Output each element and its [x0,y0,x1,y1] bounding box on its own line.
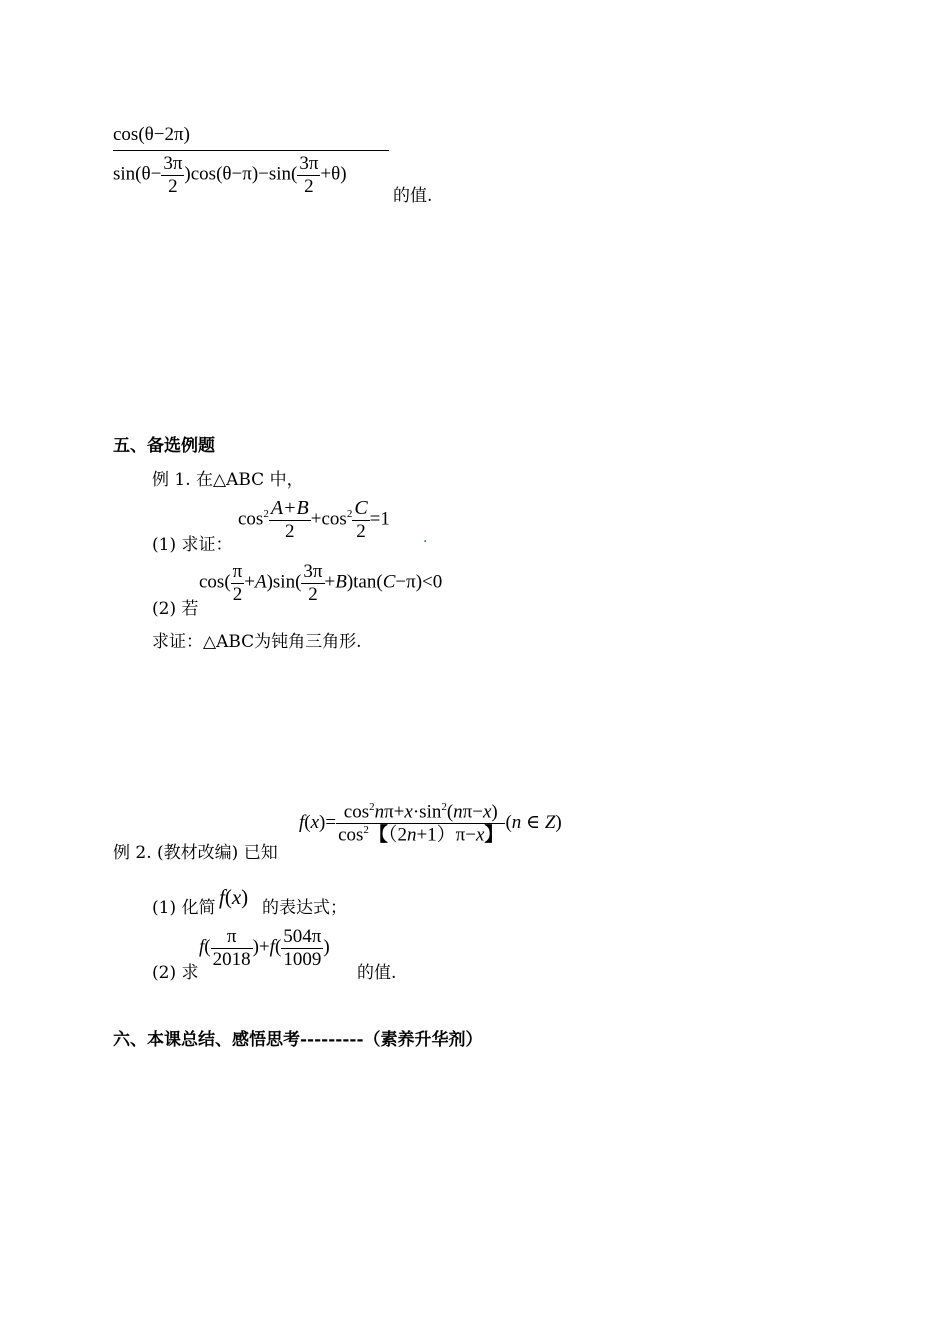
section6-title: 六、本课总结、感悟思考---------（素养升华剂） [113,1030,483,1050]
example1-part2-formula: cos( $\frac{\pi}{2}$ +A)sin( $\frac{3\pi}{2}$ +B)tan(C−π)<0 [199,561,443,605]
top-fraction-denominator: sin(θ− $\frac{3\pi}{2}$ )cos(θ−π)−sin( $\frac{3\pi}{2}$ +θ) [113,153,347,197]
example2-label: 例 2. (教材改编) 已知 [113,843,278,863]
example2-part1-fx: f(x) [219,885,249,909]
top-fraction-expression [113,124,389,198]
example1-conclusion: 求证：△ABC为钝角三角形. [152,632,362,652]
example2-part2-formula: f( $\frac{\pi}{2018}$ )+f( $\frac{504\pi}{1009}$ ) [199,926,330,970]
example2-part2-label: (2) 求 [152,963,199,983]
example2-formula: f(x)= $\frac{\cos^2n\pi+x\cdot\sin^2(n\pi-x)}{\cos^2【(2n+1)\pi-x】}$ (n ∈ Z) [299,801,562,846]
example1-part2-label: (2) 若 [152,599,199,619]
section5-title: 五、备选例题 [113,436,215,456]
example2-part1-suffix: 的表达式； [262,898,347,918]
example2-part2-suffix: 的值. [357,963,397,983]
example1-part1-formula: $\cos^2$ $\frac{A+B}{2}$ $+\cos^2$ $\frac{C}{2}$ =1 [238,497,390,542]
example1-intro: 例 1. 在△ABC 中， [152,470,304,490]
example2-part1-label: (1) 化简 [152,898,216,918]
top-expression-suffix: 的值. [393,186,433,206]
example1-part1-label: (1) 求证： [152,535,233,555]
example1-part1-period: . [423,530,428,546]
top-fraction-numerator: cos(θ−2π) [113,124,389,151]
